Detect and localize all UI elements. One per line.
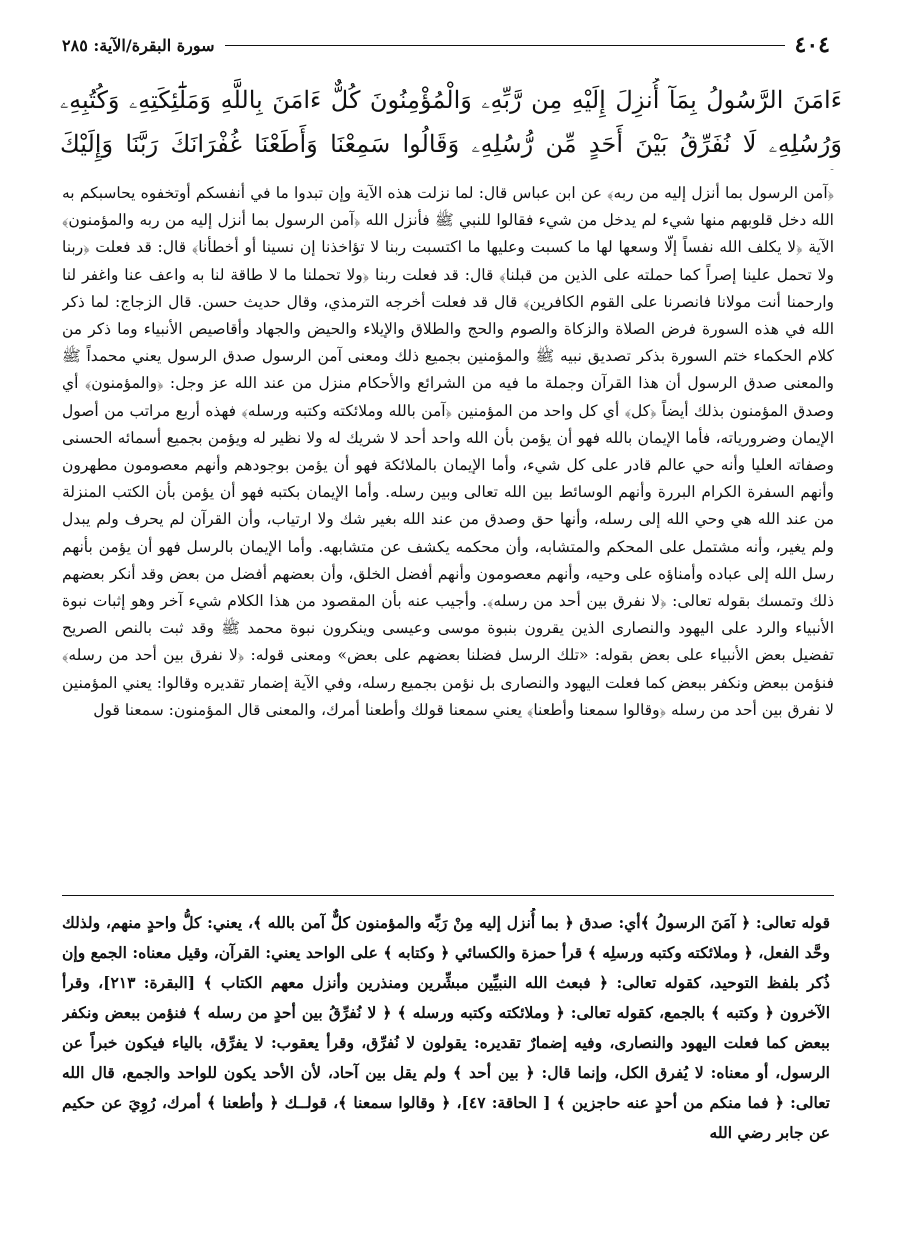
header-rule — [225, 45, 785, 46]
page-header — [62, 30, 830, 60]
surah-verse-label: سورة البقرة/الآية: ٢٨٥ — [62, 35, 215, 55]
verse-text: ءَامَنَ الرَّسُولُ بِمَآ أُنزِلَ إِلَيْهِ مِن رَّبِّهِۦ وَالْمُؤْمِنُونَ كُلٌّ ءَامَنَ بِاللَّهِ وَمَلَٰٓئِكَتِهِۦ وَكُتُبِهِۦ وَرُسُلِهِۦ لَا نُفَرِّقُ بَيْنَ أَحَدٍ مِّن رُّسُلِهِۦ وَقَالُوا سَمِعْنَا وَأَطَعْنَا غُفْرَانَكَ رَبَّنَا وَإِلَيْكَ — [60, 86, 842, 158]
commentary-body: ﴿آمن الرسول بما أنزل إليه من ربه﴾ عن ابن عباس قال: لما نزلت هذه الآية وإن تبدوا ما في أنفسكم أوتخفوه يحاسبكم به الله دخل قلوبهم منها شيء لم يدخل من شيء فقالوا للنبي ﷺ فأنزل الله ﴿آمن الرسول بما أنزل إليه من ربه والمؤمنون﴾ الآية ﴿لا يكلف الله نفساً إلّا وسعها لها ما كسبت وعليها ما اكتسبت ربنا لا تؤاخذنا إن نسينا أو أخطأنا﴾ قال: قد فعلت ﴿ربنا ولا تحمل علينا إصراً كما حملته على الذين من قبلنا﴾ قال: قد فعلت ربنا ﴿ولا تحملنا ما لا طاقة لنا به واعف عنا واغفر لنا وارحمنا أنت مولانا فانصرنا على القوم الكافرين﴾ قال قد فعلت أخرجه الترمذي، وقال حديث حسن. قال الزجاج: لما ذكر الله في هذه السورة فرض الصلاة والزكاة والصوم والحج والطلاق والإيلاء والحيض والجهاد وأقاصيص الأنبياء وما ذكر من كلام الحكماء ختم السورة بذكر تصديق نبيه ﷺ والمؤمنين بجميع ذلك ومعنى آمن الرسول صدق الرسول يعني محمداً ﷺ والمعنى صدق الرسول أن هذا القرآن وجملة ما فيه من الشرائع والأحكام منزل من عند الله عز وجل: ﴿والمؤمنون﴾ أي وصدق المؤمنون بذلك أيضاً ﴿كل﴾ أي كل واحد من المؤمنين ﴿آمن بالله وملائكته وكتبه ورسله﴾ فهذه أربع مراتب من أصول الإيمان وضرورياته، فأما الإيمان بالله فهو أن يؤمن بأن الله واحد أحد لا شريك له ولا نظير له ويؤمن بجميع أسمائه الحسنى وصفاته العليا وأنه حي عالم قادر على كل شيء، وأما الإيمان بالملائكة فهو أن يؤمن بوجودهم وأنهم معصومون مطهرون وأنهم السفرة الكرام البررة وأنهم الوسائط بين الله تعالى وبين رسله. وأما الإيمان بكتبه فهو أن يؤمن بأن الكتب المنزلة من عند الله هي وحي الله إلى رسله، وأنها حق وصدق من عند الله بغير شك ولا ارتياب، وأن القرآن لم يحرف ولم يبدل ولم يغير، وأنه مشتمل على المحكم والمتشابه، وأن محكمه يكشف عن متشابهه. وأما الإيمان بالرسل فهو أن يؤمن بأنهم رسل الله إلى عباده وأمناؤه على وحيه، وأنهم معصومون وأنهم أفضل الخلق، وأن بعضهم أفضل من بعض وقد أنكر بعضهم ذلك وتمسك بقوله تعالى: ﴿لا نفرق بين أحد من رسله﴾. وأجيب عنه بأن المقصود من هذا الكلام شيء آخر وهو إثبات نبوة الأنبياء والرد على اليهود والنصارى الذين يقرون بنبوة موسى وعيسى وينكرون نبوة محمد ﷺ وقد ثبت بالنص الصريح تفضيل بعض الأنبياء على بعض بقوله: «تلك الرسل فضلنا بعضهم على بعض» ومعنى قوله: ﴿لا نفرق بين أحد من رسله﴾ فنؤمن ببعض ونكفر ببعض كما فعلت اليهود والنصارى بل نؤمن بجميع رسله، وفي الآية إضمار تقديره وقالوا: يعني المؤمنين لا نفرق بين أحد من رسله ﴿وقالوا سمعنا وأطعنا﴾ يعني سمعنا قولك وأطعنا أمرك، والمعنى قال المؤمنون: سمعنا قول — [62, 184, 834, 719]
footnote-divider — [62, 895, 834, 896]
quran-verse — [60, 78, 842, 170]
footnote-body: قوله تعالى: ﴿ آمَنَ الرسولُ ﴾أي: صدق ﴿ بما أُنزل إليه مِنْ رَبِّه والمؤمنون كلٌّ آمن بالله ﴾، يعني: كلُّ واحدٍ منهم، ولذلك وحَّد الفعل، ﴿ وملائكته وكتبه ورسلِه ﴾ قرأ حمزة والكسائي ﴿ وكتابه ﴾ على الواحد يعني: القرآن، وقيل معناه: الجمع وإن ذُكر بلفظ التوحيد، كقوله تعالى: ﴿ فبعث الله النبيِّين مبشِّرين ومنذرين وأنزل معهم الكتاب ﴾ [البقرة: ٢١٣]، وقرأ الآخرون ﴿ وكتبه ﴾ بالجمع، كقوله تعالى: ﴿ وملائكته وكتبه ورسله ﴾ ﴿ لا نُفرِّقُ بين أحدٍ من رسله ﴾ فنؤمن ببعض ونكفر ببعض كما فعلت اليهود والنصارى، وفيه إضمارٌ تقديره: يقولون لا نُفرِّق، وقرأ يعقوب: لا يفرِّق، بالياء فيكون خبراً عن الرسول، أو معناه: لا يُفرق الكل، وإنما قال: ﴿ بين أحد ﴾ ولم يقل بين آحاد، لأن الأحد يكون للواحد والجمع، قال الله تعالى: ﴿ فما منكم من أحدٍ عنه حاجزين ﴾ [ الحاقة: ٤٧]، ﴿ وقالوا سمعنا ﴾، قولــك ﴿ وأطعنا ﴾ أمرك، رُوِيَ عن حكيم عن جابر رضي الله — [62, 913, 830, 1142]
page-number: ٤٠٤ — [794, 32, 830, 58]
